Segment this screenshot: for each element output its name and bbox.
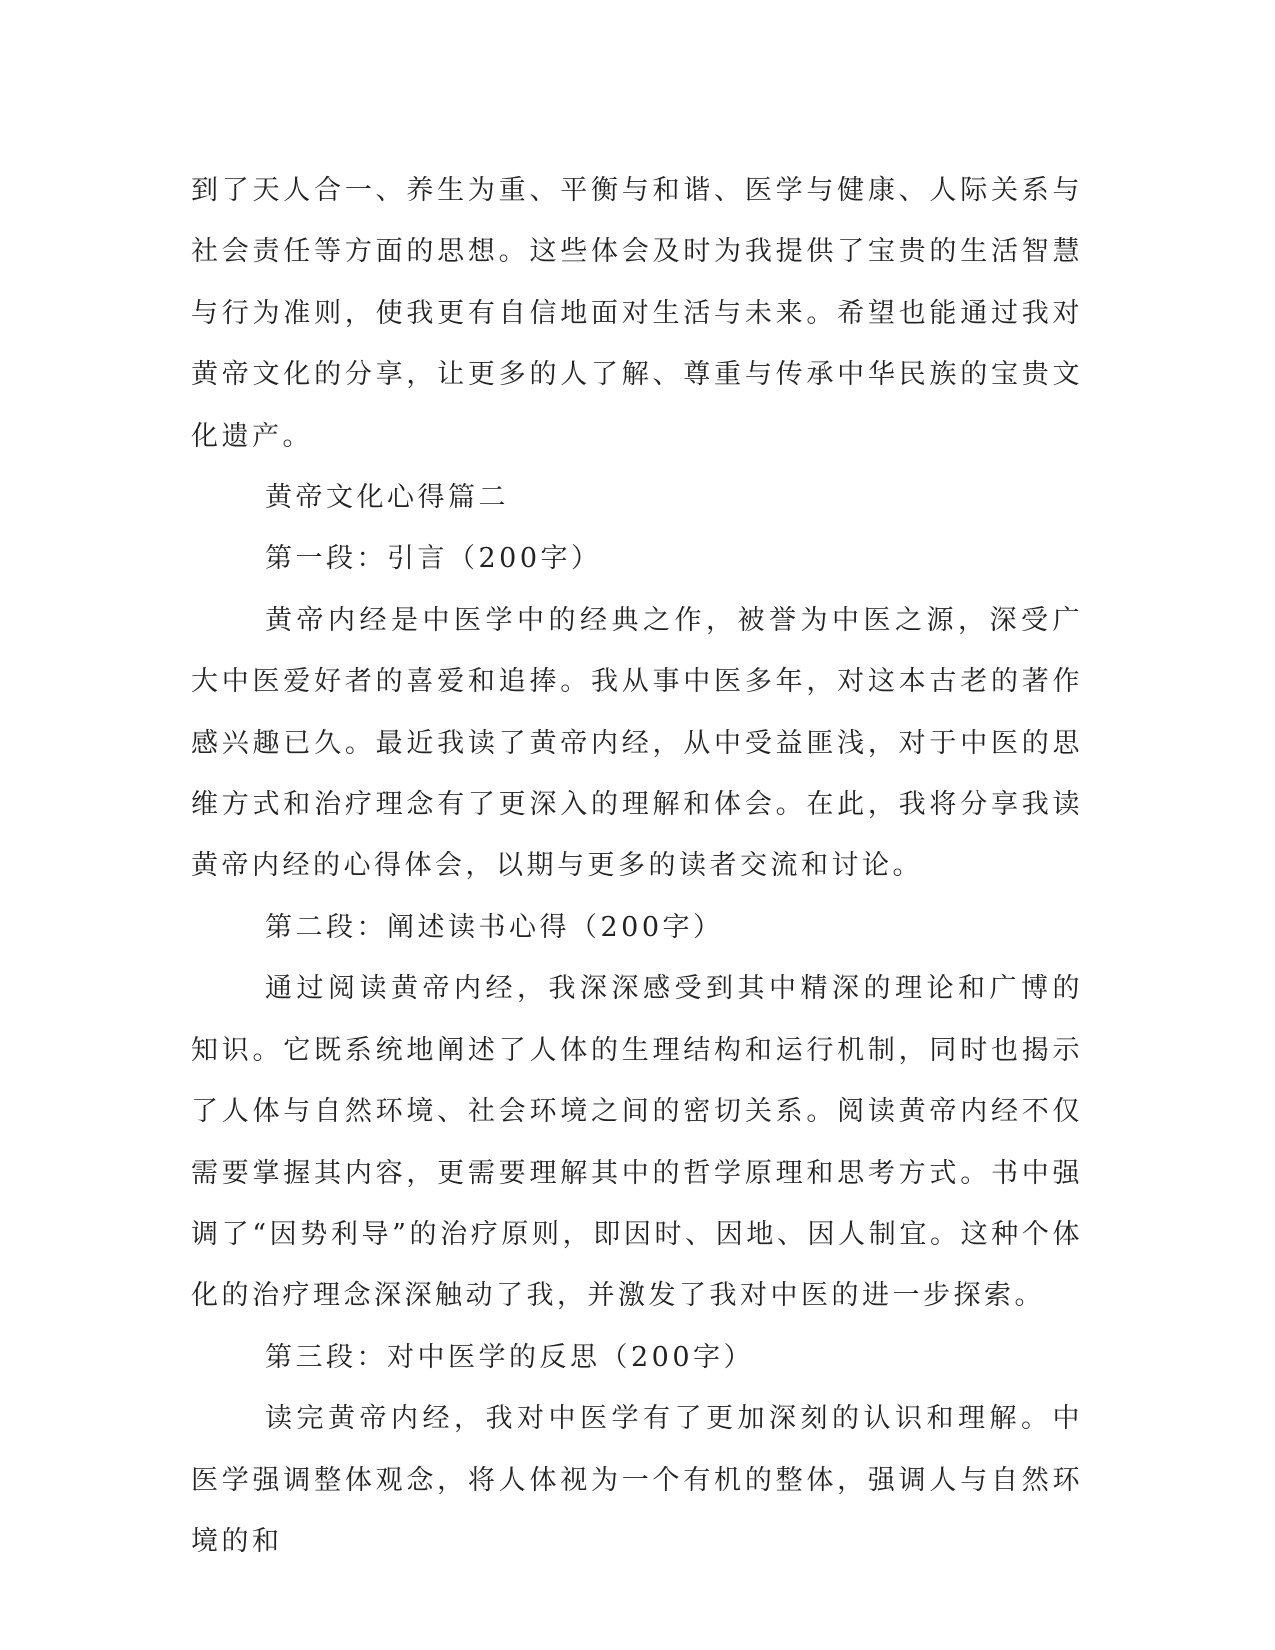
heading-part-one: 第一段：引言（200字） (265, 543, 602, 575)
paragraph-continuation: 到了天人合一、养生为重、平衡与和谐、医学与健康、人际关系与社会责任等方面的思想。这些体会及时为我提供了宝贵的生活智慧与行为准则，使我更有自信地面对生活与未来。希望也能通过我对黄帝文化的分享，让更多的人了解、尊重与传承中华民族的宝贵文化遗产。 (191, 175, 1083, 452)
paragraph-intro: 黄帝内经是中医学中的经典之作，被誉为中医之源，深受广大中医爱好者的喜爱和追捧。我从事中医多年，对这本古老的著作感兴趣已久。最近我读了黄帝内经，从中受益匪浅，对于中医的思维方式和治疗理念有了更深入的理解和体会。在此，我将分享我读黄帝内经的心得体会，以期与更多的读者交流和讨论。 (191, 604, 1083, 882)
section-title: 黄帝文化心得篇二 (265, 482, 509, 514)
heading-part-three: 第三段：对中医学的反思（200字） (265, 1341, 755, 1373)
paragraph-reflection: 读完黄帝内经，我对中医学有了更加深刻的认识和理解。中医学强调整体观念，将人体视为一个有机的整体，强调人与自然环境的和 (191, 1403, 1083, 1557)
document-body (191, 160, 1083, 1572)
heading-part-two: 第二段：阐述读书心得（200字） (265, 911, 724, 943)
paragraph-reading-notes: 通过阅读黄帝内经，我深深感受到其中精深的理论和广博的知识。它既系统地阐述了人体的生理结构和运行机制，同时也揭示了人体与自然环境、社会环境之间的密切关系。阅读黄帝内经不仅需要掌握其内容，更需要理解其中的哲学原理和思考方式。书中强调了“因势利导”的治疗原则，即因时、因地、因人制宜。这种个体化的治疗理念深深触动了我，并激发了我对中医的进一步探索。 (191, 973, 1083, 1312)
